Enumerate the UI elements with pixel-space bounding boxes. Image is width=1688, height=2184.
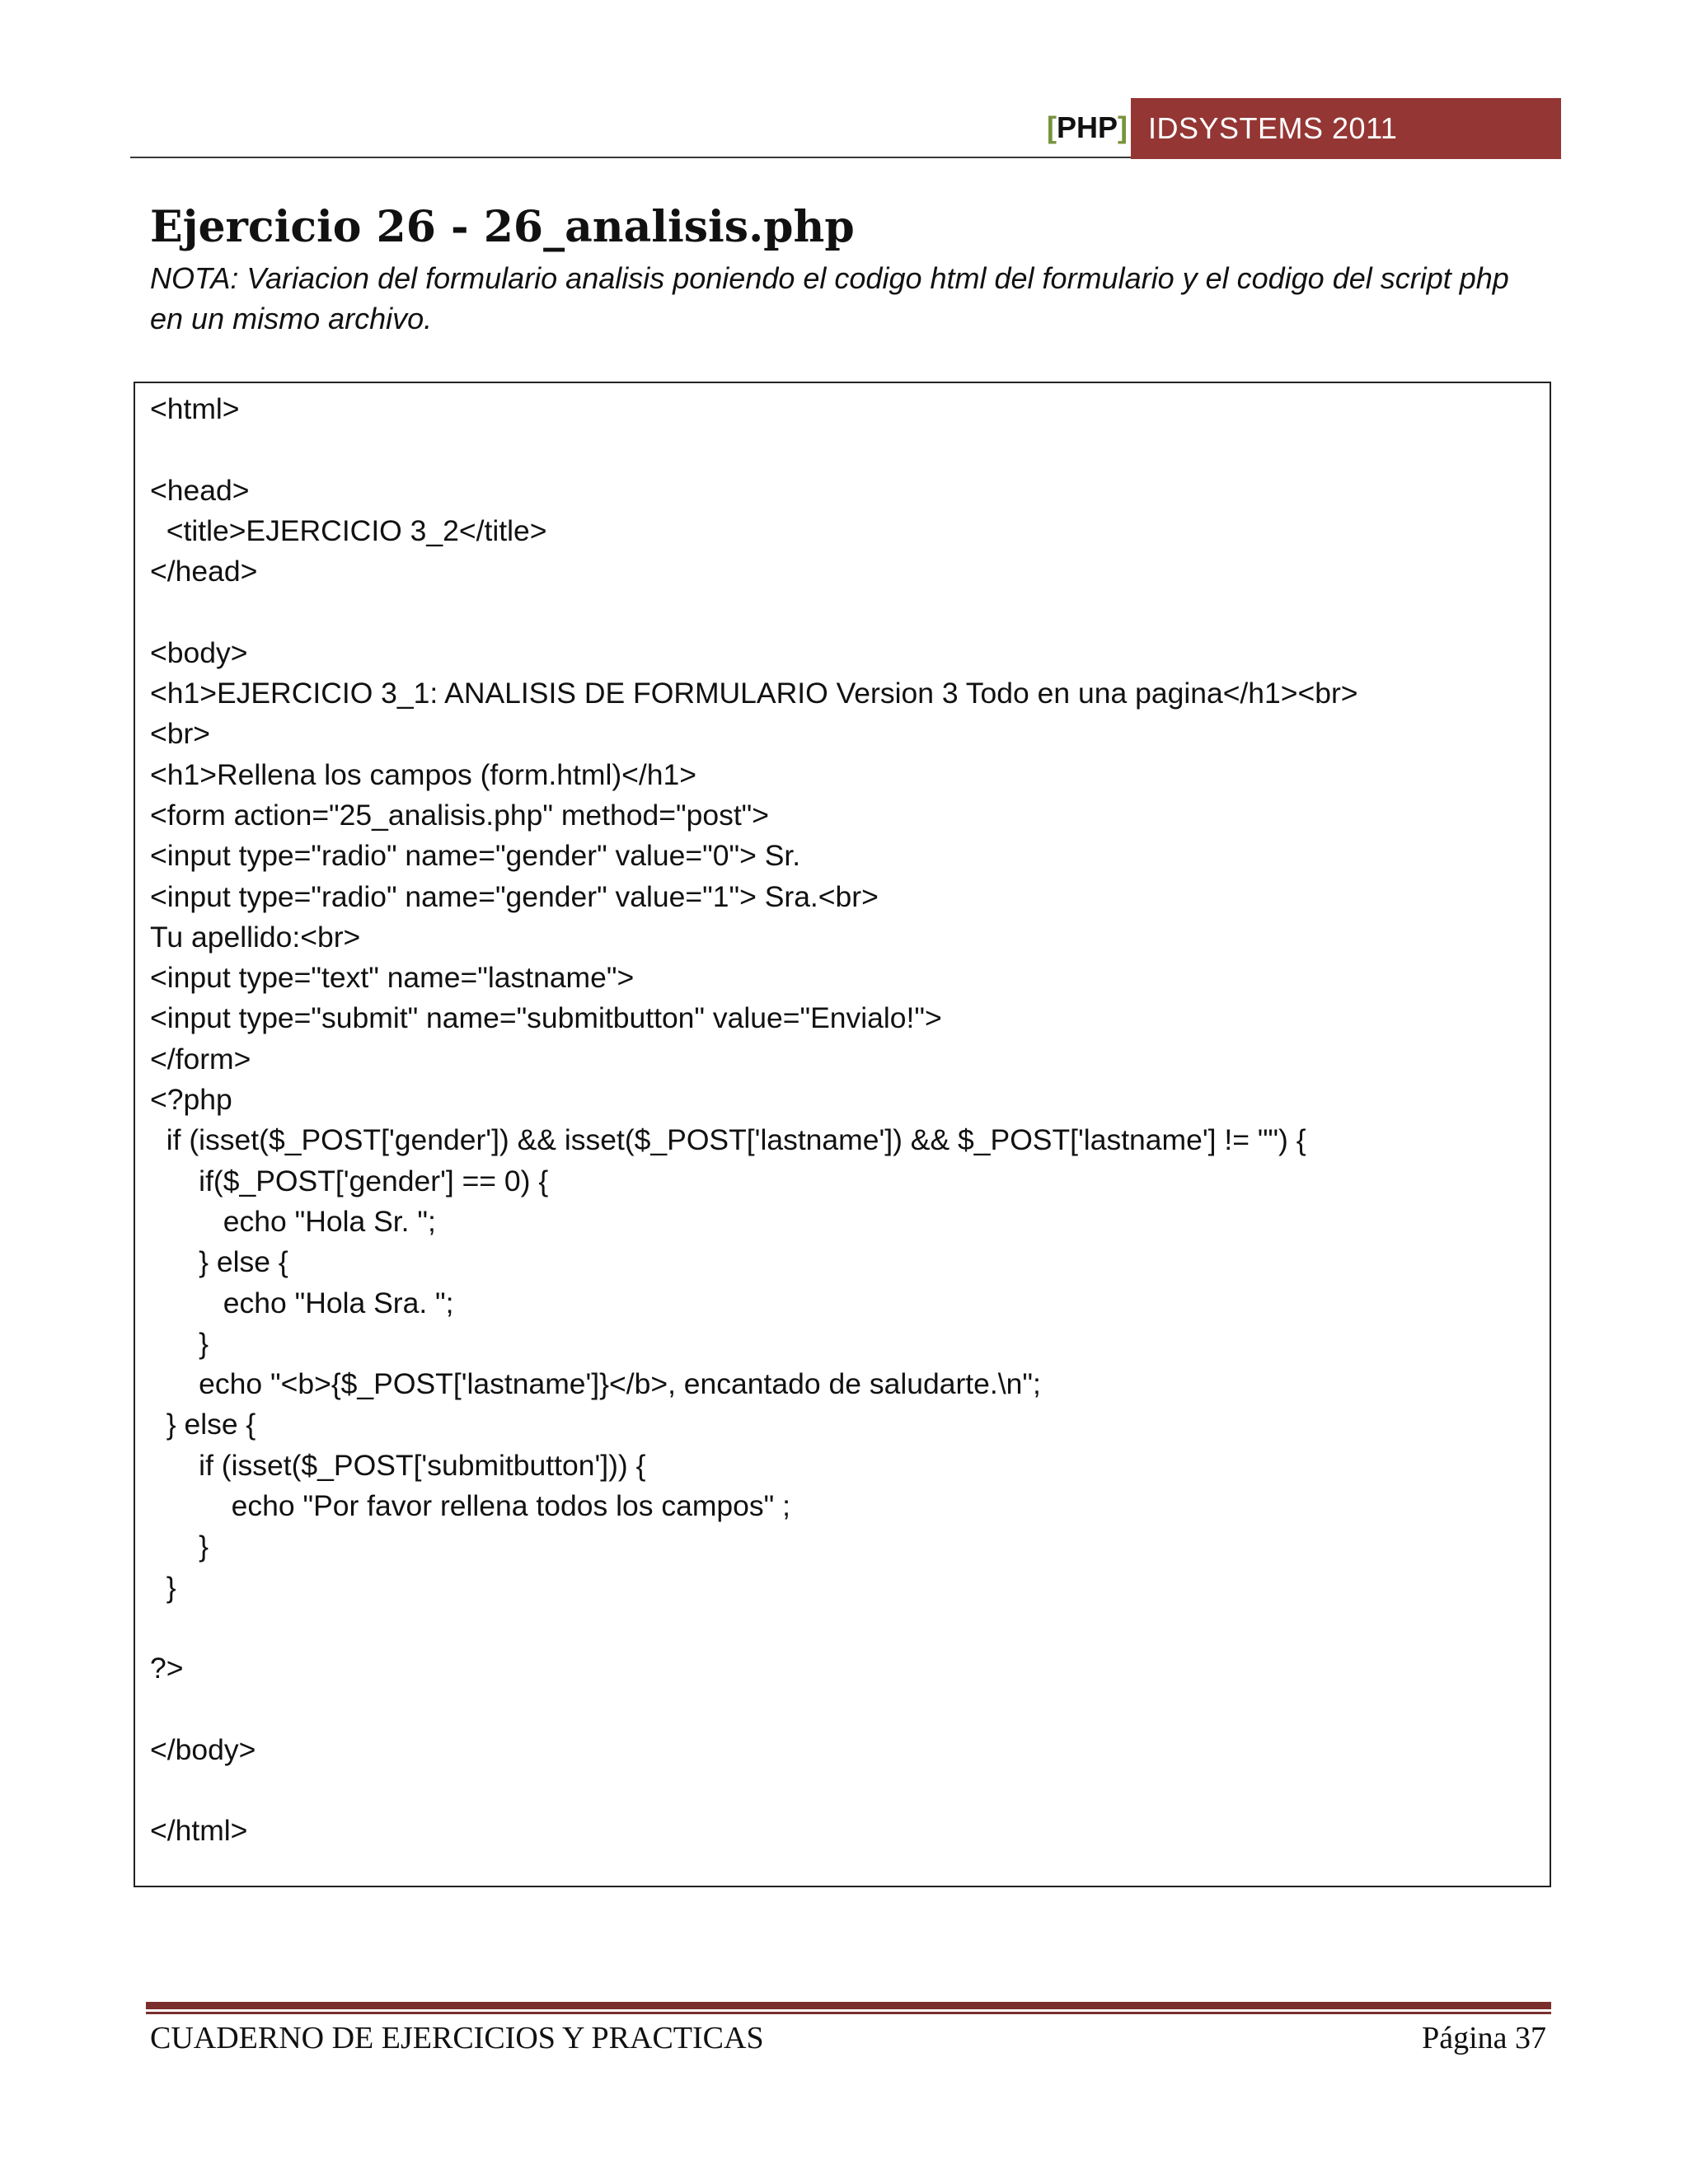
code-listing-box: [134, 382, 1551, 1887]
footer-page-number: Página 37: [1422, 2021, 1546, 2055]
code-line: Tu apellido:<br>: [150, 920, 361, 954]
code-line: }: [150, 1530, 209, 1563]
footer-divider-thick: [146, 2002, 1551, 2009]
code-line: [150, 1690, 1541, 1730]
code-line: <html>: [150, 392, 240, 425]
code-line: </html>: [150, 1814, 248, 1848]
header-bracket-close: ]: [1118, 110, 1128, 144]
exercise-note: NOTA: Variacion del formulario analisis poniendo el codigo html del formulario y el codigo del script php en un mismo archivo.: [150, 261, 1509, 335]
code-line: <h1>Rellena los campos (form.html)</h1>: [150, 757, 696, 791]
code-line: <form action="25_analisis.php" method="post">: [150, 798, 770, 832]
code-line: echo "Hola Sr. ";: [150, 1204, 436, 1238]
code-line: <title>EJERCICIO 3_2</title>: [150, 513, 547, 547]
code-line: echo "Hola Sra. ";: [150, 1286, 454, 1319]
header-bracket-open: [: [1046, 110, 1057, 144]
code-listing: [150, 389, 1541, 1852]
code-line: <br>: [150, 717, 211, 751]
code-line: </body>: [150, 1732, 256, 1766]
code-line: echo "Por favor rellena todos los campos" ;: [150, 1489, 790, 1523]
code-line: } else {: [150, 1245, 288, 1279]
code-line: [150, 1608, 1541, 1648]
footer-book-title: CUADERNO DE EJERCICIOS Y PRACTICAS: [150, 2021, 764, 2055]
code-line: [150, 592, 1541, 632]
code-line: </form>: [150, 1042, 251, 1076]
code-line: <input type="radio" name="gender" value="1"> Sra.<br>: [150, 879, 879, 913]
code-line: ?>: [150, 1652, 184, 1685]
code-line: <input type="radio" name="gender" value="0"> Sr.: [150, 839, 801, 873]
header-divider: [130, 157, 1131, 158]
code-line: if (isset($_POST['submitbutton'])) {: [150, 1448, 646, 1482]
code-line: [150, 1770, 1541, 1811]
exercise-title: Ejercicio 26 - 26_analisis.php: [150, 202, 855, 252]
header-tag-label: PHP: [1056, 110, 1118, 144]
code-line: <?php: [150, 1083, 232, 1117]
header-band: [1131, 98, 1561, 159]
code-line: </head>: [150, 555, 258, 588]
code-line: <input type="submit" name="submitbutton" value="Envialo!">: [150, 1001, 942, 1035]
header-section-tag: [1029, 107, 1128, 148]
code-line: }: [150, 1326, 209, 1360]
code-line: } else {: [150, 1408, 256, 1441]
code-line: <body>: [150, 635, 248, 669]
code-line: <input type="text" name="lastname">: [150, 961, 635, 995]
code-line: echo "<b>{$_POST['lastname']}</b>, encantado de saludarte.\n";: [150, 1367, 1041, 1401]
header-band-text: IDSYSTEMS 2011: [1148, 111, 1398, 145]
code-line: <h1>EJERCICIO 3_1: ANALISIS DE FORMULARIO Version 3 Todo en una pagina</h1><br>: [150, 677, 1358, 710]
footer-divider-thin: [146, 2012, 1551, 2014]
code-line: }: [150, 1570, 176, 1604]
code-line: [150, 429, 1541, 470]
code-line: <head>: [150, 473, 250, 507]
code-line: if (isset($_POST['gender']) && isset($_POST['lastname']) && $_POST['lastname'] != "") {: [150, 1123, 1306, 1157]
code-line: if($_POST['gender'] == 0) {: [150, 1164, 549, 1197]
